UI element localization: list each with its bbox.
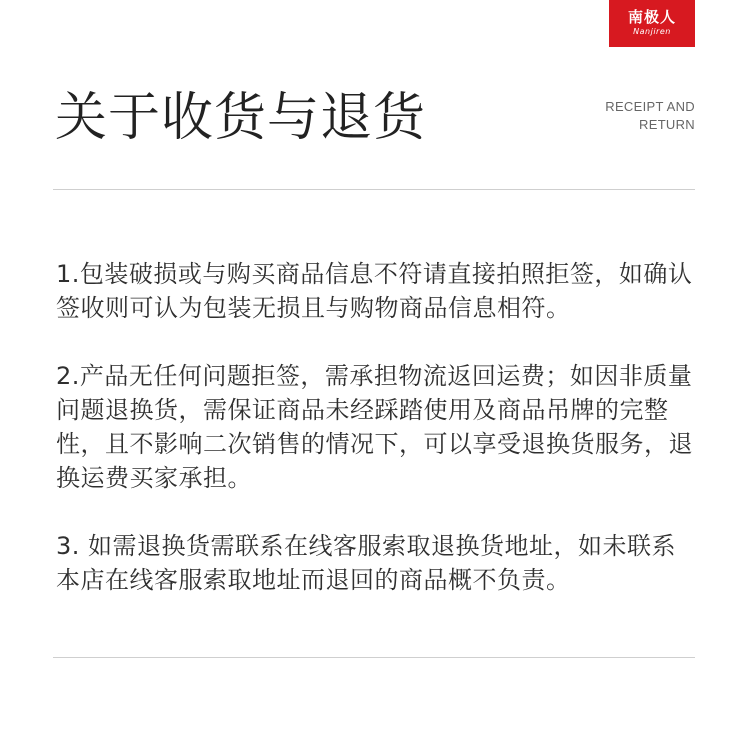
page-title: 关于收货与退货 (55, 88, 427, 148)
english-subtitle-line-1: RECEIPT AND (605, 99, 695, 114)
bottom-divider (53, 657, 695, 658)
top-divider (53, 189, 695, 190)
brand-logo-cn: 南极人 (627, 8, 676, 26)
policy-content (56, 257, 698, 597)
policy-paragraph-3: 3. 如需退换货需联系在线客服索取退换货地址，如未联系本店在线客服索取地址而退回的商品概不负责。 (56, 532, 677, 594)
policy-paragraph-2: 2.产品无任何问题拒签，需承担物流返回运费；如因非质量问题退换货，需保证商品未经踩踏使用及商品吊牌的完整性，且不影响二次销售的情况下，可以享受退换货服务，退换运费买家承担。 (56, 362, 693, 492)
english-subtitle-line-2: RETURN (639, 117, 695, 132)
brand-logo (609, 0, 695, 47)
english-subtitle (605, 98, 695, 134)
brand-logo-en: Nanjiren (633, 27, 671, 36)
policy-paragraph-1: 1.包装破损或与购买商品信息不符请直接拍照拒签，如确认签收则可认为包装无损且与购物商品信息相符。 (56, 260, 693, 322)
